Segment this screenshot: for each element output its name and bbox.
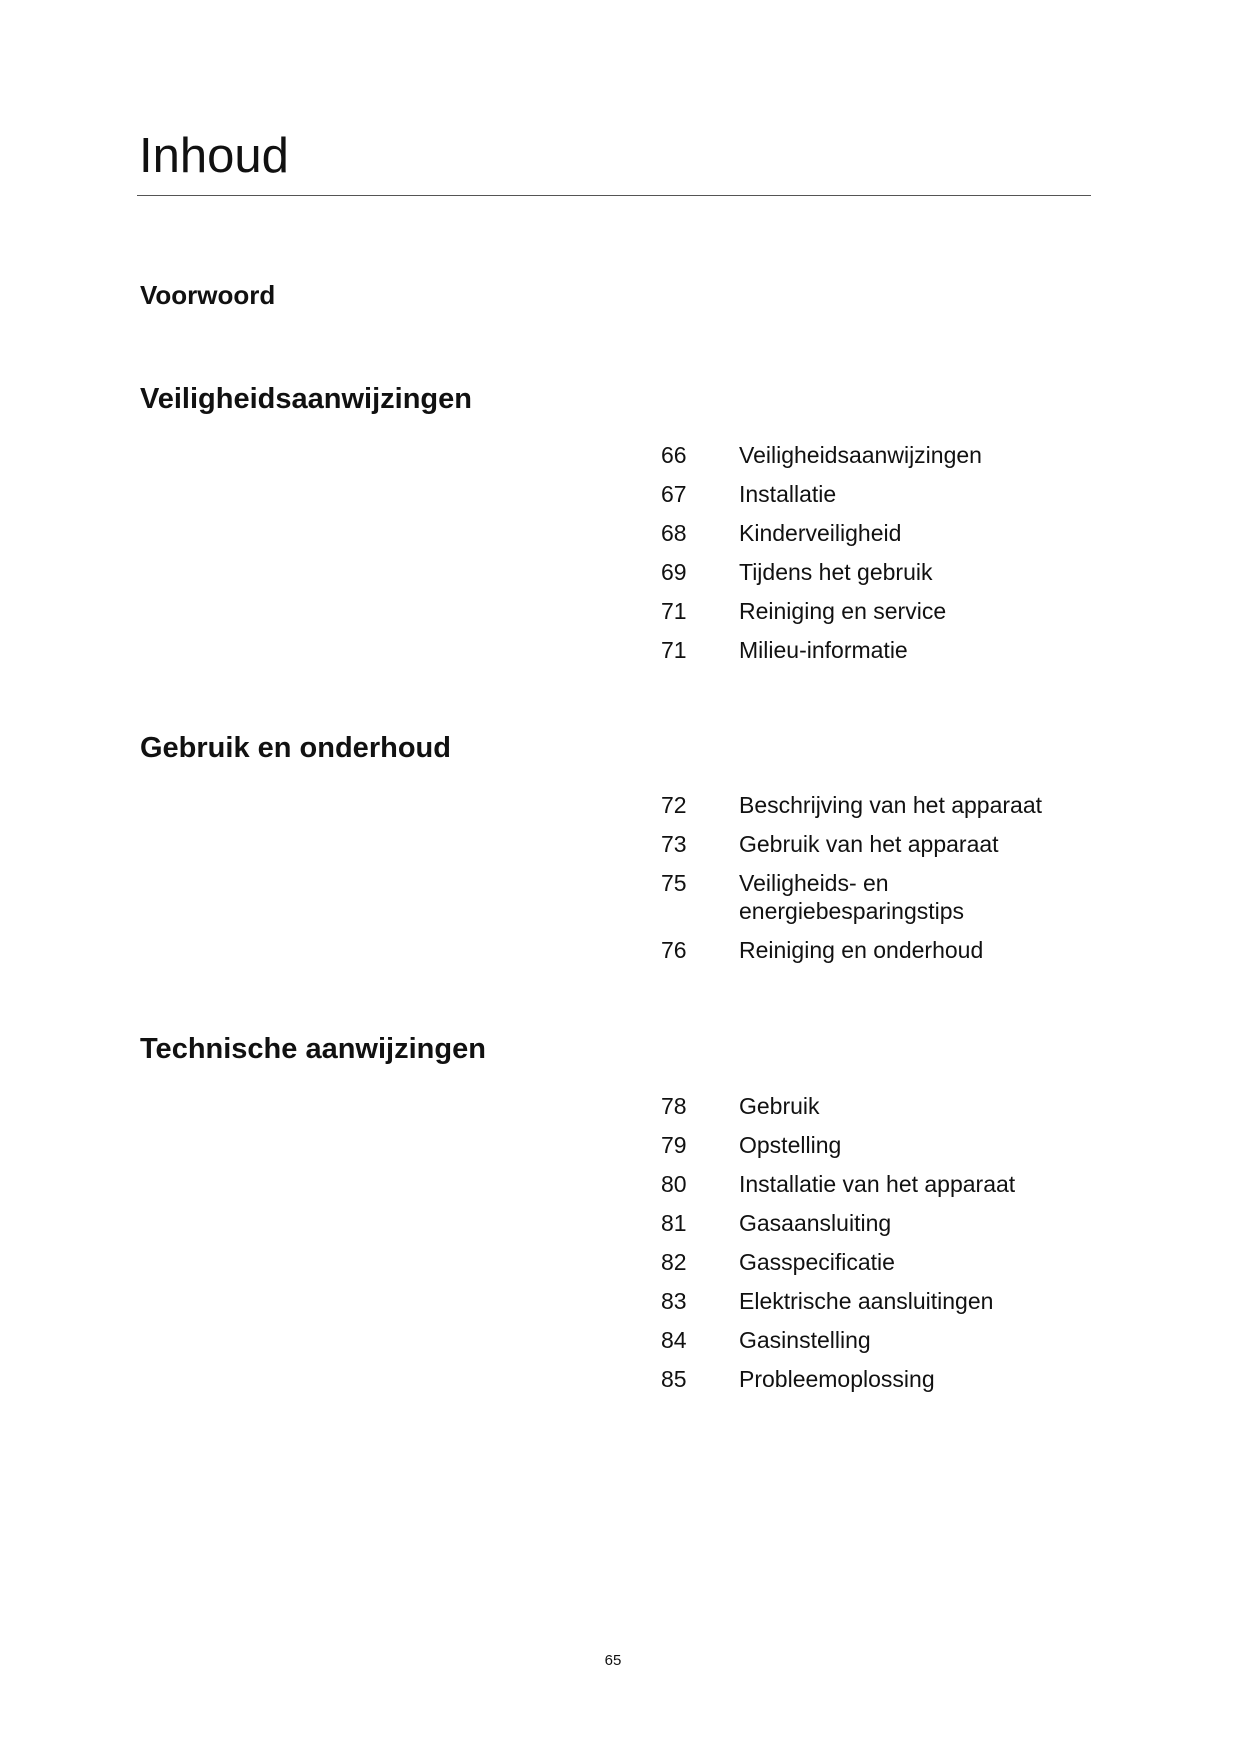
toc-entry[interactable]	[661, 1248, 1091, 1276]
toc-page-number: 78	[661, 1093, 687, 1119]
toc-list-veiligheidsaanwijzingen	[661, 441, 1091, 675]
toc-entry-title: Probleemoplossing	[739, 1366, 935, 1392]
toc-entry-title: Gebruik van het apparaat	[739, 831, 999, 857]
toc-page-number: 76	[661, 937, 687, 963]
toc-entry-title: Reiniging en service	[739, 598, 947, 624]
toc-entry-title: Gasaansluiting	[739, 1210, 892, 1236]
toc-entry[interactable]	[661, 441, 1091, 469]
toc-entry-title: Milieu-informatie	[739, 637, 908, 663]
toc-entry-title: Gasspecificatie	[739, 1249, 895, 1275]
toc-entry[interactable]	[661, 1287, 1091, 1315]
toc-page-number: 82	[661, 1249, 687, 1275]
toc-entry[interactable]	[661, 869, 1091, 925]
toc-entry[interactable]	[661, 519, 1091, 547]
toc-page-number: 71	[661, 598, 687, 624]
toc-entry-title: Kinderveiligheid	[739, 520, 902, 546]
toc-page-number: 72	[661, 792, 687, 818]
toc-entry-title: Opstelling	[739, 1132, 842, 1158]
toc-entry[interactable]	[661, 1326, 1091, 1354]
toc-entry[interactable]	[661, 480, 1091, 508]
page-title: Inhoud	[139, 129, 289, 183]
toc-page-number: 84	[661, 1327, 687, 1353]
toc-page-number: 81	[661, 1210, 687, 1236]
toc-entry[interactable]	[661, 1131, 1091, 1159]
toc-entry[interactable]	[661, 791, 1091, 819]
toc-list-technische-aanwijzingen	[661, 1092, 1091, 1404]
toc-entry[interactable]	[661, 936, 1091, 964]
toc-page-number: 73	[661, 831, 687, 857]
toc-entry-title: Elektrische aansluitingen	[739, 1288, 994, 1314]
toc-page-number: 85	[661, 1366, 687, 1392]
toc-entry-title: Beschrijving van het apparaat	[739, 792, 1043, 818]
toc-entry[interactable]	[661, 1092, 1091, 1120]
toc-entry-title: Installatie van het apparaat	[739, 1171, 1016, 1197]
toc-page-number: 66	[661, 442, 687, 468]
section-heading-technische-aanwijzingen[interactable]: Technische aanwijzingen	[140, 1033, 486, 1065]
toc-page-number: 83	[661, 1288, 687, 1314]
toc-page-number: 68	[661, 520, 687, 546]
section-heading-gebruik-en-onderhoud[interactable]: Gebruik en onderhoud	[140, 732, 451, 764]
toc-entry-title: Reiniging en onderhoud	[739, 937, 984, 963]
toc-entry-title: Gasinstelling	[739, 1327, 871, 1353]
toc-list-gebruik-en-onderhoud	[661, 791, 1091, 975]
toc-entry-title: Veiligheids- en energiebesparingstips	[739, 870, 965, 924]
toc-page-number: 79	[661, 1132, 687, 1158]
toc-entry-title: Installatie	[739, 481, 837, 507]
section-heading-veiligheidsaanwijzingen[interactable]: Veiligheidsaanwijzingen	[140, 383, 472, 415]
toc-entry[interactable]	[661, 830, 1091, 858]
toc-page-number: 69	[661, 559, 687, 585]
title-divider	[137, 195, 1091, 196]
toc-entry-title: Veiligheidsaanwijzingen	[739, 442, 982, 468]
toc-entry[interactable]	[661, 1170, 1091, 1198]
toc-page-number: 71	[661, 637, 687, 663]
toc-entry-title: Tijdens het gebruik	[739, 559, 933, 585]
toc-entry[interactable]	[661, 597, 1091, 625]
toc-entry[interactable]	[661, 1209, 1091, 1237]
toc-entry[interactable]	[661, 636, 1091, 664]
section-heading-voorwoord[interactable]: Voorwoord	[140, 280, 276, 310]
toc-page-number: 75	[661, 870, 687, 896]
toc-page-number: 67	[661, 481, 687, 507]
toc-entry-title: Gebruik	[739, 1093, 820, 1119]
toc-page-number: 80	[661, 1171, 687, 1197]
toc-entry[interactable]	[661, 558, 1091, 586]
toc-entry[interactable]	[661, 1365, 1091, 1393]
page-number: 65	[604, 1652, 622, 1669]
